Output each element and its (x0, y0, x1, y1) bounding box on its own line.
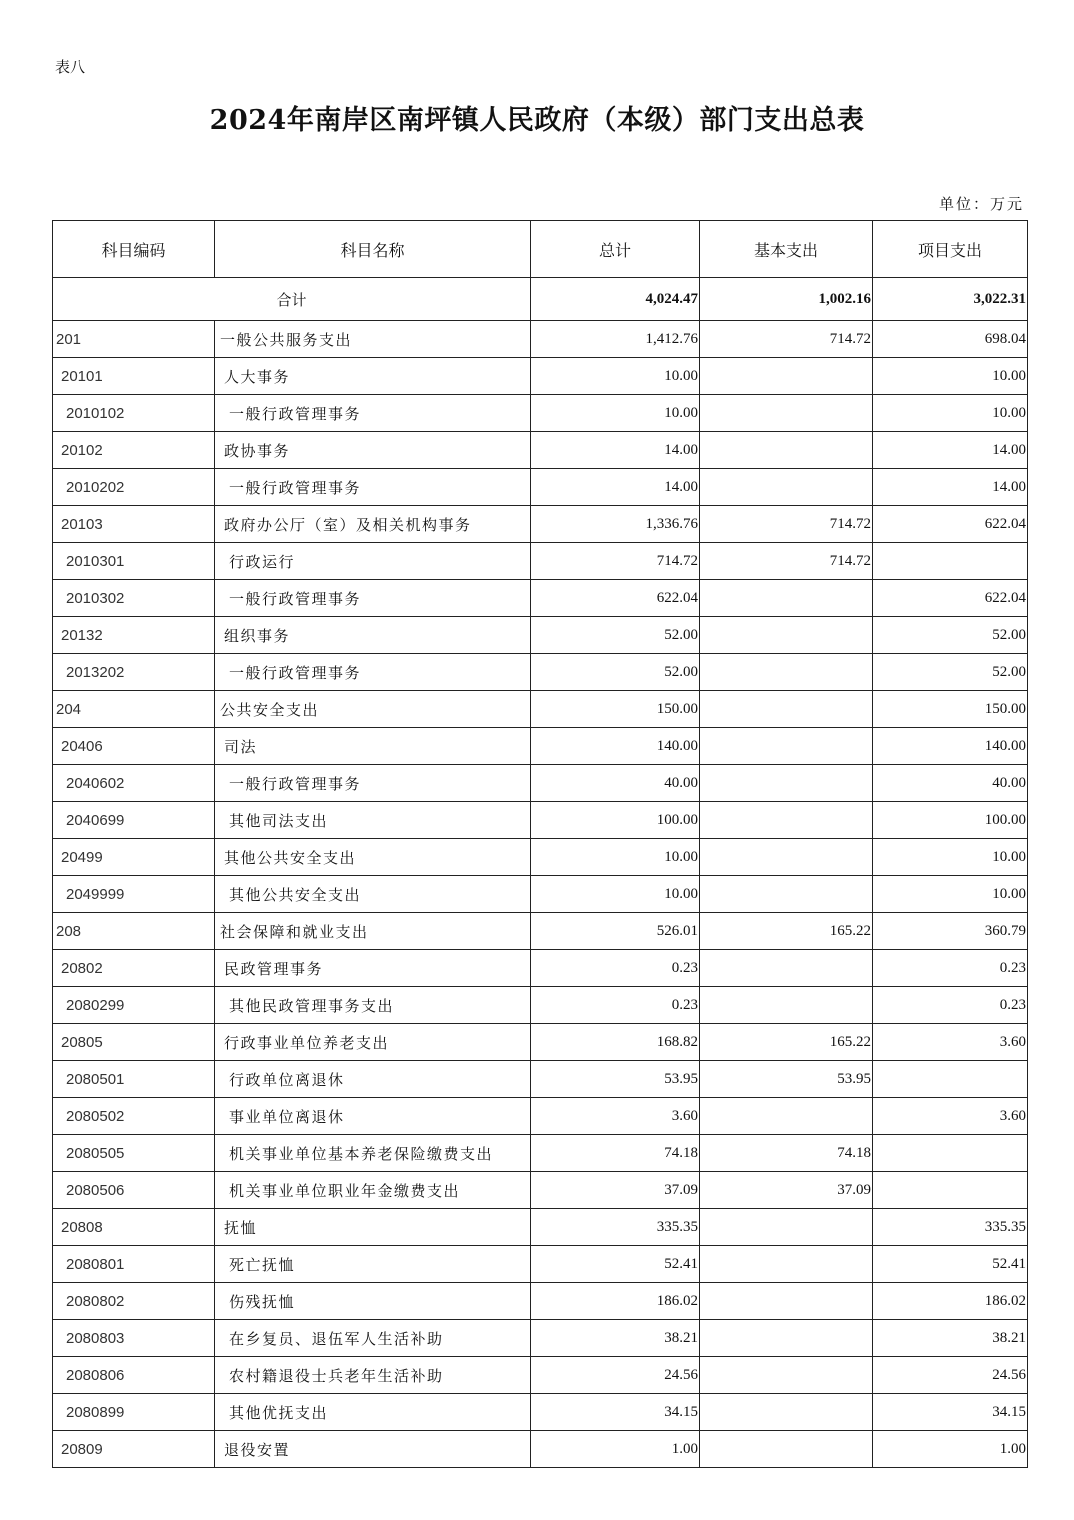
cell-basic (700, 617, 873, 654)
cell-total: 0.23 (531, 987, 700, 1024)
cell-code: 2080502 (53, 1098, 215, 1135)
table-row (53, 839, 1028, 876)
cell-basic (700, 950, 873, 987)
table-row (53, 1172, 1028, 1209)
cell-name: 公共安全支出 (215, 691, 531, 728)
cell-total: 34.15 (531, 1394, 700, 1431)
table-row (53, 950, 1028, 987)
header-project: 项目支出 (873, 221, 1028, 278)
table-row (53, 876, 1028, 913)
cell-project: 622.04 (873, 580, 1028, 617)
cell-project: 10.00 (873, 876, 1028, 913)
cell-name: 人大事务 (215, 358, 531, 395)
cell-total: 10.00 (531, 358, 700, 395)
cell-project (873, 543, 1028, 580)
cell-total: 10.00 (531, 876, 700, 913)
table-row (53, 1394, 1028, 1431)
cell-total: 10.00 (531, 395, 700, 432)
cell-code: 208 (53, 913, 215, 950)
cell-code: 20808 (53, 1209, 215, 1246)
cell-basic (700, 1431, 873, 1468)
table-row (53, 506, 1028, 543)
cell-code: 2010102 (53, 395, 215, 432)
cell-name: 抚恤 (215, 1209, 531, 1246)
unit-label: 单位：万元 (938, 195, 1024, 213)
cell-code: 20805 (53, 1024, 215, 1061)
cell-project: 140.00 (873, 728, 1028, 765)
table-row (53, 1061, 1028, 1098)
cell-project: 40.00 (873, 765, 1028, 802)
cell-code: 2010202 (53, 469, 215, 506)
cell-name: 一般行政管理事务 (215, 395, 531, 432)
table-row (53, 987, 1028, 1024)
table-row (53, 1209, 1028, 1246)
cell-code: 20802 (53, 950, 215, 987)
cell-project: 3.60 (873, 1024, 1028, 1061)
cell-project: 360.79 (873, 913, 1028, 950)
table-row (53, 654, 1028, 691)
header-name: 科目名称 (215, 221, 531, 278)
cell-name: 一般行政管理事务 (215, 580, 531, 617)
total-basic: 1,002.16 (700, 278, 873, 321)
cell-basic: 714.72 (700, 321, 873, 358)
table-row (53, 1320, 1028, 1357)
cell-project: 14.00 (873, 469, 1028, 506)
cell-basic (700, 802, 873, 839)
cell-code: 2080505 (53, 1135, 215, 1172)
cell-basic: 74.18 (700, 1135, 873, 1172)
cell-name: 一般行政管理事务 (215, 765, 531, 802)
cell-basic (700, 1394, 873, 1431)
page-title: 2024年南岸区南坪镇人民政府（本级）部门支出总表 (209, 105, 865, 136)
cell-name: 一般行政管理事务 (215, 654, 531, 691)
header-row (53, 221, 1028, 278)
cell-name: 行政单位离退休 (215, 1061, 531, 1098)
cell-total: 1,412.76 (531, 321, 700, 358)
cell-basic (700, 765, 873, 802)
cell-project (873, 1061, 1028, 1098)
cell-name: 其他民政管理事务支出 (215, 987, 531, 1024)
cell-total: 1,336.76 (531, 506, 700, 543)
table-row (53, 432, 1028, 469)
cell-code: 201 (53, 321, 215, 358)
cell-project (873, 1135, 1028, 1172)
cell-code: 2080803 (53, 1320, 215, 1357)
cell-project: 698.04 (873, 321, 1028, 358)
table-row (53, 1135, 1028, 1172)
cell-code: 2080501 (53, 1061, 215, 1098)
cell-name: 农村籍退役士兵老年生活补助 (215, 1357, 531, 1394)
cell-code: 20132 (53, 617, 215, 654)
expenditure-table (52, 220, 1028, 1468)
cell-project: 186.02 (873, 1283, 1028, 1320)
cell-code: 20102 (53, 432, 215, 469)
cell-basic (700, 1283, 873, 1320)
cell-code: 2040699 (53, 802, 215, 839)
cell-code: 20103 (53, 506, 215, 543)
cell-code: 2080806 (53, 1357, 215, 1394)
cell-total: 10.00 (531, 839, 700, 876)
cell-project: 335.35 (873, 1209, 1028, 1246)
cell-project: 14.00 (873, 432, 1028, 469)
table-row (53, 1098, 1028, 1135)
cell-code: 20809 (53, 1431, 215, 1468)
table-number-label: 表八 (55, 58, 86, 76)
cell-name: 退役安置 (215, 1431, 531, 1468)
cell-name: 一般公共服务支出 (215, 321, 531, 358)
cell-total: 40.00 (531, 765, 700, 802)
cell-basic (700, 432, 873, 469)
cell-total: 714.72 (531, 543, 700, 580)
cell-name: 机关事业单位职业年金缴费支出 (215, 1172, 531, 1209)
cell-project: 622.04 (873, 506, 1028, 543)
cell-basic (700, 469, 873, 506)
cell-code: 2080506 (53, 1172, 215, 1209)
cell-project: 10.00 (873, 839, 1028, 876)
cell-code: 2040602 (53, 765, 215, 802)
cell-name: 社会保障和就业支出 (215, 913, 531, 950)
table-row (53, 913, 1028, 950)
cell-code: 2080801 (53, 1246, 215, 1283)
cell-project: 24.56 (873, 1357, 1028, 1394)
cell-code: 20406 (53, 728, 215, 765)
cell-code: 2080802 (53, 1283, 215, 1320)
cell-basic (700, 1246, 873, 1283)
cell-basic (700, 395, 873, 432)
table-row (53, 580, 1028, 617)
cell-basic (700, 1209, 873, 1246)
cell-project: 10.00 (873, 395, 1028, 432)
cell-basic (700, 876, 873, 913)
table-row (53, 1431, 1028, 1468)
cell-basic (700, 580, 873, 617)
cell-code: 204 (53, 691, 215, 728)
cell-project: 52.00 (873, 654, 1028, 691)
cell-name: 政协事务 (215, 432, 531, 469)
cell-name: 组织事务 (215, 617, 531, 654)
table-row (53, 802, 1028, 839)
cell-total: 74.18 (531, 1135, 700, 1172)
cell-project: 34.15 (873, 1394, 1028, 1431)
table-row (53, 1283, 1028, 1320)
cell-code: 2080299 (53, 987, 215, 1024)
cell-project: 52.41 (873, 1246, 1028, 1283)
table-row (53, 469, 1028, 506)
cell-project: 150.00 (873, 691, 1028, 728)
cell-name: 一般行政管理事务 (215, 469, 531, 506)
cell-total: 24.56 (531, 1357, 700, 1394)
cell-name: 其他公共安全支出 (215, 876, 531, 913)
cell-total: 38.21 (531, 1320, 700, 1357)
cell-project: 0.23 (873, 950, 1028, 987)
cell-basic: 165.22 (700, 1024, 873, 1061)
total-label: 合计 (53, 278, 531, 321)
total-row (53, 278, 1028, 321)
cell-total: 0.23 (531, 950, 700, 987)
table-row (53, 1357, 1028, 1394)
cell-name: 行政运行 (215, 543, 531, 580)
cell-basic (700, 728, 873, 765)
cell-name: 机关事业单位基本养老保险缴费支出 (215, 1135, 531, 1172)
cell-total: 14.00 (531, 432, 700, 469)
cell-code: 20101 (53, 358, 215, 395)
header-total: 总计 (531, 221, 700, 278)
cell-name: 死亡抚恤 (215, 1246, 531, 1283)
cell-basic (700, 1320, 873, 1357)
cell-project: 1.00 (873, 1431, 1028, 1468)
cell-code: 2010301 (53, 543, 215, 580)
cell-total: 37.09 (531, 1172, 700, 1209)
cell-total: 52.41 (531, 1246, 700, 1283)
table-row (53, 1024, 1028, 1061)
cell-basic: 714.72 (700, 506, 873, 543)
cell-code: 20499 (53, 839, 215, 876)
table-row (53, 395, 1028, 432)
cell-total: 14.00 (531, 469, 700, 506)
cell-name: 民政管理事务 (215, 950, 531, 987)
cell-basic (700, 1357, 873, 1394)
cell-name: 伤残抚恤 (215, 1283, 531, 1320)
cell-project: 0.23 (873, 987, 1028, 1024)
cell-name: 行政事业单位养老支出 (215, 1024, 531, 1061)
cell-basic (700, 691, 873, 728)
total-project: 3,022.31 (873, 278, 1028, 321)
cell-total: 52.00 (531, 654, 700, 691)
cell-basic (700, 987, 873, 1024)
cell-total: 3.60 (531, 1098, 700, 1135)
cell-project: 3.60 (873, 1098, 1028, 1135)
table-row (53, 765, 1028, 802)
cell-basic (700, 654, 873, 691)
cell-project: 100.00 (873, 802, 1028, 839)
cell-name: 其他优抚支出 (215, 1394, 531, 1431)
cell-project: 10.00 (873, 358, 1028, 395)
cell-total: 150.00 (531, 691, 700, 728)
table-row (53, 321, 1028, 358)
cell-total: 1.00 (531, 1431, 700, 1468)
cell-basic: 37.09 (700, 1172, 873, 1209)
header-code: 科目编码 (53, 221, 215, 278)
header-basic: 基本支出 (700, 221, 873, 278)
cell-basic (700, 839, 873, 876)
cell-name: 司法 (215, 728, 531, 765)
table-row (53, 617, 1028, 654)
table-row (53, 728, 1028, 765)
cell-total: 168.82 (531, 1024, 700, 1061)
cell-code: 2010302 (53, 580, 215, 617)
table-row (53, 1246, 1028, 1283)
cell-total: 186.02 (531, 1283, 700, 1320)
table-row (53, 358, 1028, 395)
total-total: 4,024.47 (531, 278, 700, 321)
cell-basic: 714.72 (700, 543, 873, 580)
cell-total: 335.35 (531, 1209, 700, 1246)
cell-total: 52.00 (531, 617, 700, 654)
cell-total: 100.00 (531, 802, 700, 839)
cell-total: 622.04 (531, 580, 700, 617)
cell-total: 526.01 (531, 913, 700, 950)
cell-name: 其他公共安全支出 (215, 839, 531, 876)
cell-name: 事业单位离退休 (215, 1098, 531, 1135)
table-row (53, 543, 1028, 580)
cell-code: 2049999 (53, 876, 215, 913)
cell-basic: 165.22 (700, 913, 873, 950)
cell-code: 2013202 (53, 654, 215, 691)
cell-code: 2080899 (53, 1394, 215, 1431)
cell-total: 140.00 (531, 728, 700, 765)
table-row (53, 691, 1028, 728)
cell-name: 政府办公厅（室）及相关机构事务 (215, 506, 531, 543)
cell-name: 在乡复员、退伍军人生活补助 (215, 1320, 531, 1357)
cell-basic: 53.95 (700, 1061, 873, 1098)
cell-basic (700, 1098, 873, 1135)
cell-basic (700, 358, 873, 395)
cell-project: 38.21 (873, 1320, 1028, 1357)
cell-project (873, 1172, 1028, 1209)
cell-total: 53.95 (531, 1061, 700, 1098)
cell-name: 其他司法支出 (215, 802, 531, 839)
cell-project: 52.00 (873, 617, 1028, 654)
